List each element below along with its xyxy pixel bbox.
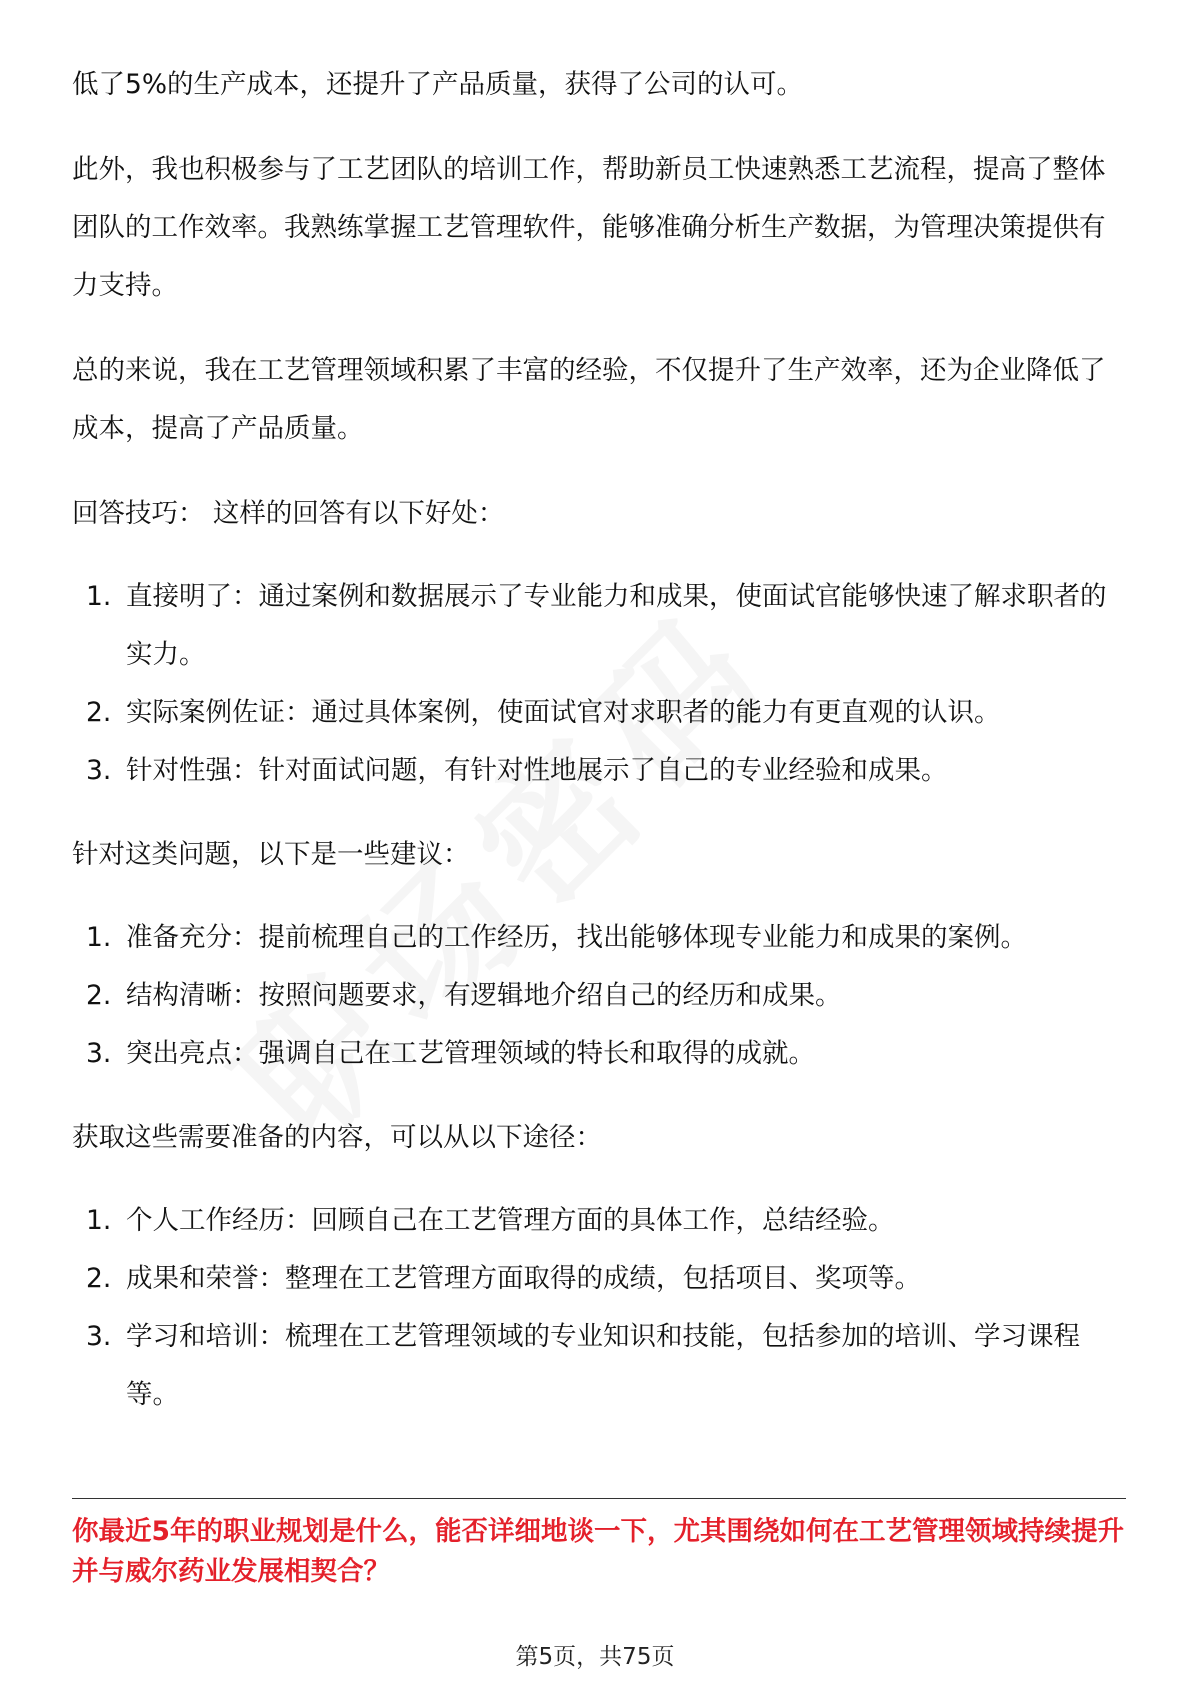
list-number: 3. xyxy=(86,1038,112,1069)
list-item xyxy=(72,684,1122,742)
list-number: 2. xyxy=(86,1263,112,1294)
list-number: 1. xyxy=(86,922,112,953)
list-number: 3. xyxy=(86,1321,112,1352)
list-item-text: 成果和荣誉：整理在工艺管理方面取得的成绩，包括项目、奖项等。 xyxy=(126,1263,921,1294)
paragraph: 低了5%的生产成本，还提升了产品质量，获得了公司的认可。 xyxy=(72,69,804,100)
next-question-heading: 你最近5年的职业规划是什么，能否详细地谈一下，尤其围绕如何在工艺管理领域持续提升并与威尔药业发展相契合？ xyxy=(72,1516,1124,1587)
list-item-text: 实际案例佐证：通过具体案例，使面试官对求职者的能力有更直观的认识。 xyxy=(126,697,1001,728)
list-number: 1. xyxy=(86,1205,112,1236)
section-divider xyxy=(72,1498,1126,1499)
list-item-text: 准备充分：提前梳理自己的工作经历，找出能够体现专业能力和成果的案例。 xyxy=(126,922,1027,953)
advice-list xyxy=(72,909,1122,1083)
list-item xyxy=(72,909,1122,967)
list-item xyxy=(72,568,1122,684)
list-number: 3. xyxy=(86,755,112,786)
list-item xyxy=(72,1250,1122,1308)
list-item-text: 个人工作经历：回顾自己在工艺管理方面的具体工作，总结经验。 xyxy=(126,1205,895,1236)
sources-heading: 获取这些需要准备的内容，可以从以下途径： xyxy=(72,1122,602,1153)
list-item-text: 突出亮点：强调自己在工艺管理领域的特长和取得的成就。 xyxy=(126,1038,815,1069)
list-item-text: 学习和培训：梳理在工艺管理领域的专业知识和技能，包括参加的培训、学习课程等。 xyxy=(126,1321,1080,1410)
list-item-text: 直接明了：通过案例和数据展示了专业能力和成果，使面试官能够快速了解求职者的实力。 xyxy=(126,581,1107,670)
list-item xyxy=(72,1192,1122,1250)
advice-heading: 针对这类问题，以下是一些建议： xyxy=(72,839,470,870)
tips-list xyxy=(72,568,1122,800)
list-item-text: 结构清晰：按照问题要求，有逻辑地介绍自己的经历和成果。 xyxy=(126,980,842,1011)
list-number: 2. xyxy=(86,697,112,728)
sources-list xyxy=(72,1192,1122,1424)
tips-heading: 回答技巧： 这样的回答有以下好处： xyxy=(72,498,505,529)
list-item xyxy=(72,742,1122,800)
list-number: 2. xyxy=(86,980,112,1011)
paragraph: 总的来说，我在工艺管理领域积累了丰富的经验，不仅提升了生产效率，还为企业降低了成本，提高了产品质量。 xyxy=(72,355,1106,444)
list-item xyxy=(72,1025,1122,1083)
paragraph: 此外，我也积极参与了工艺团队的培训工作，帮助新员工快速熟悉工艺流程，提高了整体团队的工作效率。我熟练掌握工艺管理软件，能够准确分析生产数据，为管理决策提供有力支持。 xyxy=(72,154,1106,301)
list-item xyxy=(72,1308,1122,1424)
list-item-text: 针对性强：针对面试问题，有针对性地展示了自己的专业经验和成果。 xyxy=(126,755,948,786)
page-footer: 第5页，共75页 xyxy=(515,1644,675,1670)
page-content xyxy=(72,56,1122,1450)
list-item xyxy=(72,967,1122,1025)
list-number: 1. xyxy=(86,581,112,612)
